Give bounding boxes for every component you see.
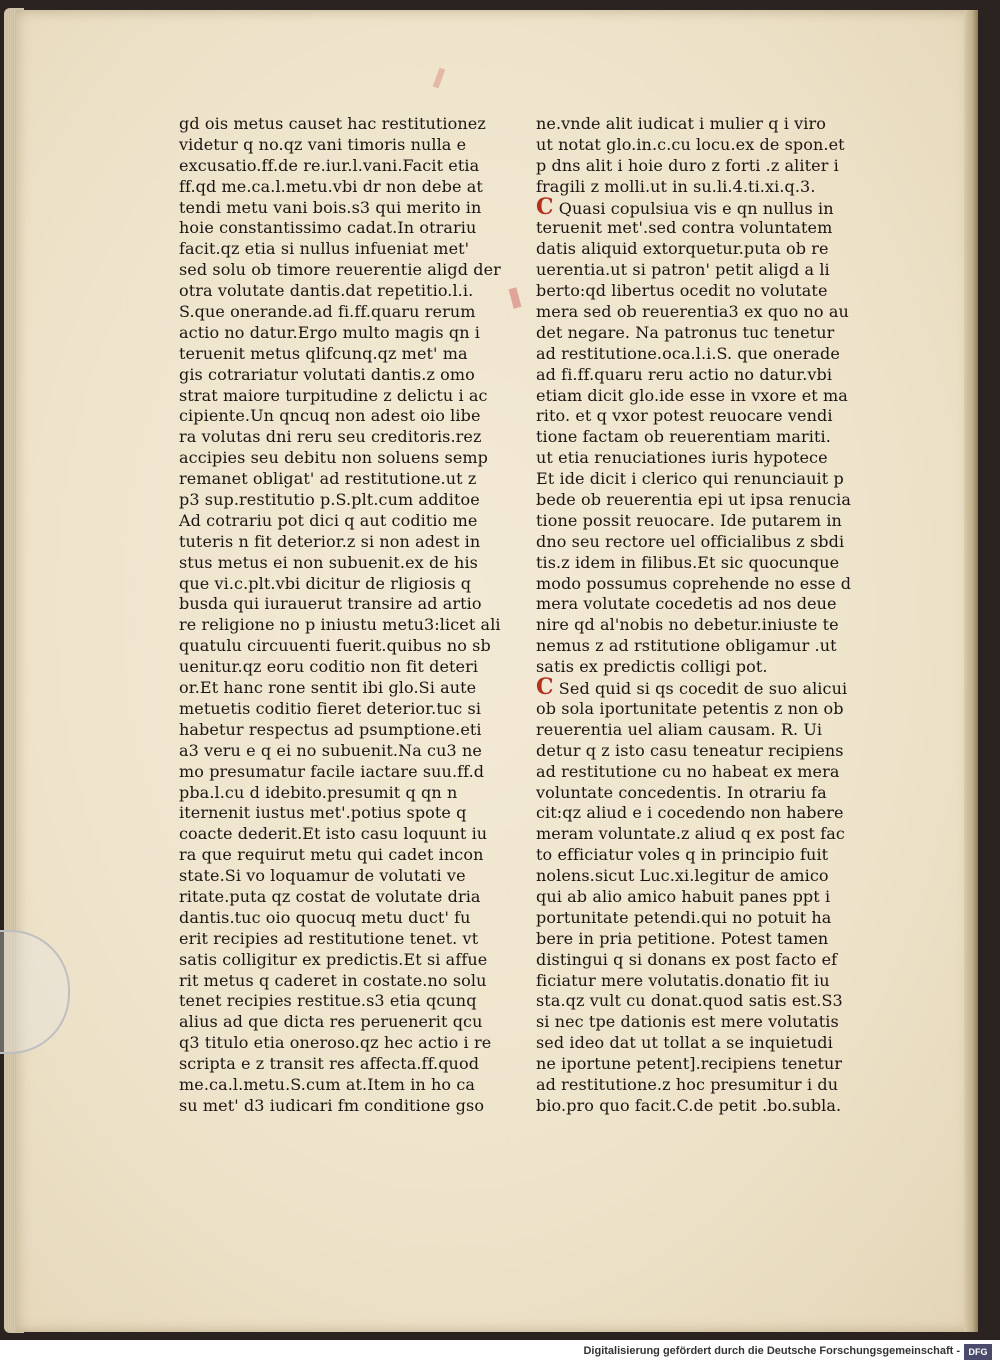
text-line: re religione no p iniustu metu3:licet ali <box>179 615 501 635</box>
text-line: pba.l.cu d idebito.presumit q qn n <box>179 782 458 802</box>
right-column <box>536 114 861 1117</box>
text-line: rit metus q caderet in costate.no solu <box>179 970 487 990</box>
line-text: Quasi copulsiua vis e qn nullus in <box>553 198 834 218</box>
text-line: fragili z molli.ut in su.li.4.ti.xi.q.3. <box>536 176 816 196</box>
text-line: otra volutate dantis.dat repetitio.l.i. <box>179 281 474 301</box>
text-line: tione factam ob reuerentiam mariti. <box>536 427 831 447</box>
text-line: qui ab alio amico habuit panes ppt i <box>536 886 831 906</box>
text-line: ne.vnde alit iudicat i mulier q i viro <box>536 114 826 133</box>
text-line: dantis.tuc oio quocuq metu duct' fu <box>179 907 471 927</box>
text-line: ff.qd me.ca.l.metu.vbi dr non debe at <box>179 176 483 196</box>
text-line: det negare. Na patronus tuc tenetur <box>536 322 835 342</box>
text-line: videtur q no.qz vani timoris nulla e <box>179 134 467 154</box>
text-line: portunitate petendi.qui no potuit ha <box>536 907 832 927</box>
text-line: mera sed ob reuerentia3 ex quo no au <box>536 302 849 322</box>
text-line: ad fi.ff.quaru reru actio no datur.vbi <box>536 364 833 384</box>
text-line: quatulu circuuenti fuerit.quibus no sb <box>179 636 491 656</box>
text-line: si nec tpe dationis est mere volutatis <box>536 1012 839 1032</box>
text-line: dno seu rectore uel officialibus z sbdi <box>536 531 845 551</box>
text-line: meram voluntate.z aliud q ex post fac <box>536 824 845 844</box>
text-line: state.Si vo loquamur de volutati ve <box>179 866 466 886</box>
text-line: ritate.puta qz costat de volutate dria <box>179 886 481 906</box>
text-line: etiam dicit glo.ide esse in vxore et ma <box>536 385 848 405</box>
text-line: ad restitutione cu no habeat ex mera <box>536 761 840 781</box>
text-line: su met' d3 iudicari fm conditione gso <box>179 1095 485 1115</box>
text-line: sed solu ob timore reuerentie aligd der <box>179 260 501 280</box>
text-line: ad restitutione.z hoc presumitur i du <box>536 1074 839 1094</box>
text-line: teruenit metus qlifcunq.qz met' ma <box>179 343 468 363</box>
text-line: mera volutate cocedetis ad nos deue <box>536 594 837 614</box>
text-line: metuetis coditio fieret deterior.tuc si <box>179 698 482 718</box>
text-line: nemus z ad rstitutione obligamur .ut <box>536 636 837 656</box>
text-line: tendi metu vani bois.s3 qui merito in <box>179 197 482 217</box>
text-line: hoie constantissimo cadat.In otrariu <box>179 218 477 238</box>
text-line: p dns alit i hoie duro z forti .z aliter i <box>536 155 839 175</box>
text-line: datis aliquid extorquetur.puta ob re <box>536 239 829 259</box>
text-line: bede ob reuerentia epi ut ipsa renucia <box>536 490 852 510</box>
page-gutter <box>964 10 978 1332</box>
text-line: p3 sup.restitutio p.S.plt.cum additoe <box>179 490 480 510</box>
text-line: ut etia renuciationes iuris hypotece <box>536 448 828 468</box>
funding-credit: Digitalisierung gefördert durch die Deutsche Forschungsgemeinschaft - <box>583 1345 960 1357</box>
text-line: q3 titulo etia oneroso.qz hec actio i re <box>179 1033 492 1053</box>
text-line <box>536 193 861 220</box>
text-line: tione possit reuocare. Ide putarem in <box>536 510 842 530</box>
text-line: to efficiatur voles q in principio fuit <box>536 845 829 865</box>
text-line: cipiente.Un qncuq non adest oio libe <box>179 406 481 426</box>
text-line: ob sola iportunitate petentis z non ob <box>536 698 844 718</box>
text-line: reuerentia uel aliam causam. R. Ui <box>536 719 823 739</box>
text-line: ra que requirut metu qui cadet incon <box>179 845 484 865</box>
text-line: coacte dederit.Et isto casu loquunt iu <box>179 824 488 844</box>
text-line: ra volutas dni reru seu creditoris.rez <box>179 427 482 447</box>
text-line: bere in pria petitione. Potest tamen <box>536 928 829 948</box>
text-line: bio.pro quo facit.C.de petit .bo.subla. <box>536 1095 842 1115</box>
text-line: que vi.c.plt.vbi dicitur de rligiosis q <box>179 573 472 593</box>
text-line: stus metus ei non subuenit.ex de his <box>179 552 478 572</box>
text-line: tenet recipies restitue.s3 etia qcunq <box>179 991 477 1011</box>
text-line: nire qd al'nobis no debetur.iniuste te <box>536 615 839 635</box>
text-line: a3 veru e q ei no subuenit.Na cu3 ne <box>179 740 482 760</box>
text-line: alius ad que dicta res peruenerit qcu <box>179 1012 483 1032</box>
text-line: gd ois metus causet hac restitutionez <box>179 114 486 133</box>
text-line: voluntate concedentis. In otrariu fa <box>536 782 827 802</box>
text-line: distingui q si donans ex post facto ef <box>536 949 838 969</box>
rubric-paragraph-mark: C <box>536 193 554 220</box>
rubric-paragraph-mark: C <box>536 674 554 701</box>
text-line: remanet obligat' ad restitutione.ut z <box>179 469 477 489</box>
text-line: me.ca.l.metu.S.cum at.Item in ho ca <box>179 1074 476 1094</box>
text-line: mo presumatur facile iactare suu.ff.d <box>179 761 485 781</box>
line-text: Sed quid si qs cocedit de suo alicui <box>553 679 848 699</box>
text-line: modo possumus coprehende no esse d <box>536 573 852 593</box>
text-line: uerentia.ut si patron' petit aligd a li <box>536 260 830 280</box>
text-line: detur q z isto casu teneatur recipiens <box>536 740 844 760</box>
text-line: S.que onerande.ad fi.ff.quaru rerum <box>179 302 476 322</box>
text-line: habetur respectus ad psumptione.eti <box>179 719 482 739</box>
text-line: excusatio.ff.de re.iur.l.vani.Facit etia <box>179 155 480 175</box>
text-line: berto:qd libertus ocedit no volutate <box>536 281 828 301</box>
text-line: rito. et q vxor potest reuocare vendi <box>536 406 833 426</box>
text-line: facit.qz etia si nullus infueniat met' <box>179 239 470 259</box>
text-line: ficiatur mere volutatis.donatio fit iu <box>536 970 830 990</box>
left-column <box>179 114 499 1117</box>
text-line: tuteris n fit deterior.z si non adest in <box>179 531 481 551</box>
text-line: nolens.sicut Luc.xi.legitur de amico <box>536 866 829 886</box>
text-line: Ad cotrariu pot dici q aut coditio me <box>179 510 478 530</box>
text-line: strat maiore turpitudine z delictu i ac <box>179 385 488 405</box>
text-line: ne iportune petent].recipiens tenetur <box>536 1054 843 1074</box>
dfg-logo: DFG <box>964 1344 992 1360</box>
text-line: cit:qz aliud e i cocedendo non habere <box>536 803 844 823</box>
text-line: satis colligitur ex predictis.Et si affue <box>179 949 488 969</box>
text-line: scripta e z transit res affecta.ff.quod <box>179 1054 480 1074</box>
footer <box>0 1340 1000 1364</box>
text-line: uenitur.qz eoru coditio non fit deteri <box>179 657 479 677</box>
text-line: satis ex predictis colligi pot. <box>536 657 768 677</box>
text-line: ad restitutione.oca.l.i.S. que onerade <box>536 343 840 363</box>
text-line <box>536 674 861 701</box>
text-line: teruenit met'.sed contra voluntatem <box>536 218 833 238</box>
text-line: ut notat glo.in.c.cu locu.ex de spon.et <box>536 134 845 154</box>
text-line: gis cotrariatur volutati dantis.z omo <box>179 364 475 384</box>
text-line: accipies seu debitu non soluens semp <box>179 448 489 468</box>
text-line: busda qui iurauerut transire ad artio <box>179 594 482 614</box>
text-line: sta.qz vult cu donat.quod satis est.S3 <box>536 991 843 1011</box>
text-line: actio no datur.Ergo multo magis qn i <box>179 322 481 342</box>
text-line: iternenit iustus met'.potius spote q <box>179 803 467 823</box>
text-line: sed ideo dat ut tollat a se inquietudi <box>536 1033 833 1053</box>
text-line: Et ide dicit i clerico qui renunciauit p <box>536 469 844 489</box>
text-line: or.Et hanc rone sentit ibi glo.Si aute <box>179 678 477 698</box>
text-line: erit recipies ad restitutione tenet. vt <box>179 928 479 948</box>
text-line: tis.z idem in filibus.Et sic quocunque <box>536 552 840 572</box>
